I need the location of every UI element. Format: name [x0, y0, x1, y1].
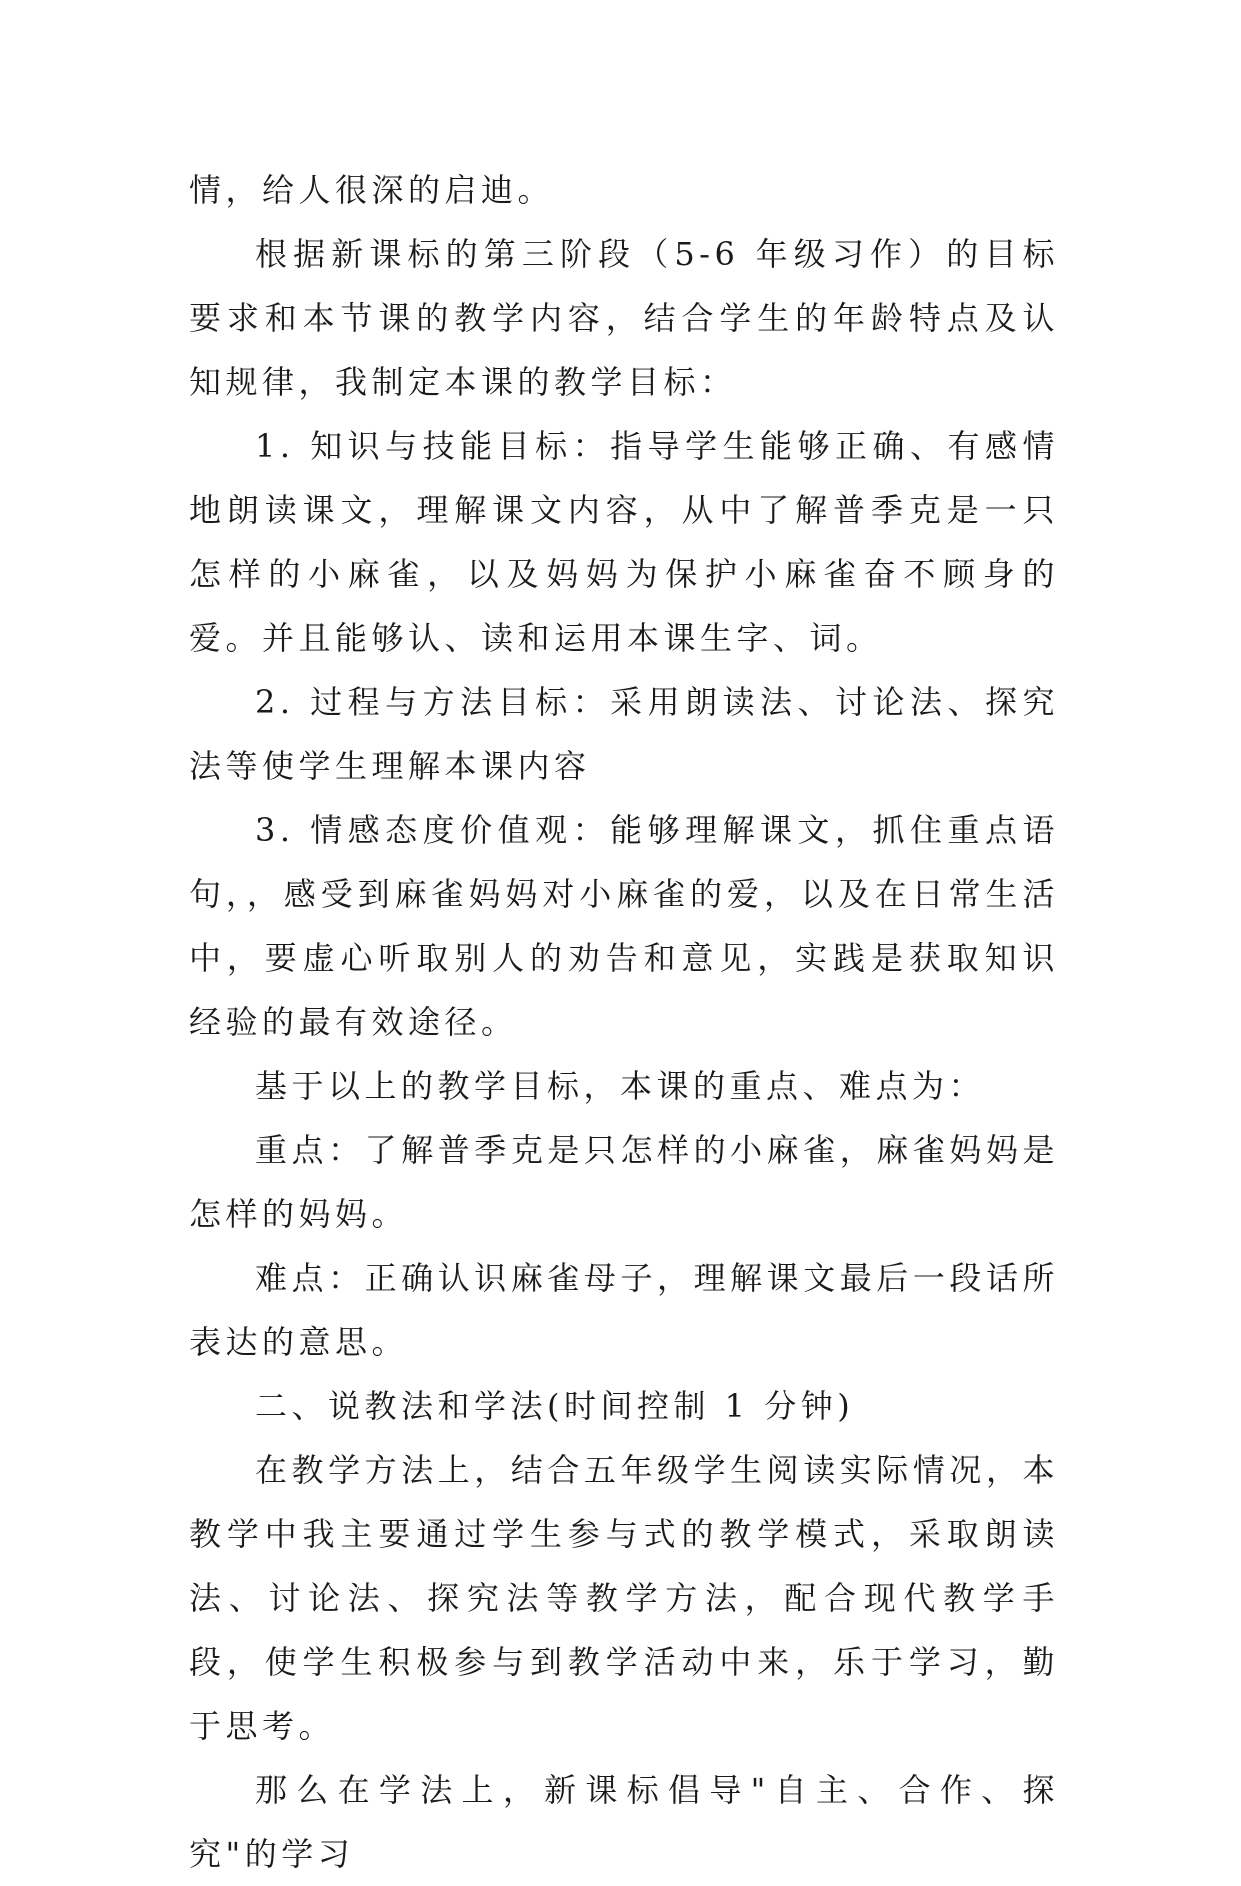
paragraph-teaching-methods: 在教学方法上，结合五年级学生阅读实际情况，本教学中我主要通过学生参与式的教学模式，采取朗读法、讨论法、探究法等教学方法，配合现代教学手段，使学生积极参与到教学活动中来，乐于学习，勤于思考。: [189, 1451, 1059, 1745]
document-body: [189, 158, 1059, 1886]
paragraph-objectives-intro: 根据新课标的第三阶段（5-6 年级习作）的目标要求和本节课的教学内容，结合学生的年龄特点及认知规律，我制定本课的教学目标：: [189, 235, 1059, 401]
paragraph-learning-methods: 那么在学法上，新课标倡导"自主、合作、探究"的学习: [189, 1771, 1059, 1873]
paragraph-objective-process: 2. 过程与方法目标：采用朗读法、讨论法、探究法等使学生理解本课内容: [189, 683, 1059, 785]
paragraph-difficult-point: 难点：正确认识麻雀母子，理解课文最后一段话所表达的意思。: [189, 1259, 1059, 1361]
paragraph-key-points-intro: 基于以上的教学目标，本课的重点、难点为：: [255, 1067, 986, 1105]
paragraph-objective-emotion: 3. 情感态度价值观：能够理解课文，抓住重点语句，，感受到麻雀妈妈对小麻雀的爱，以及在日常生活中，要虚心听取别人的劝告和意见，实践是获取知识经验的最有效途径。: [189, 811, 1059, 1041]
paragraph-continuation: 情，给人很深的启迪。: [189, 171, 555, 209]
paragraph-key-point: 重点：了解普季克是只怎样的小麻雀，麻雀妈妈是怎样的妈妈。: [189, 1131, 1059, 1233]
section-heading-methods: 二、说教法和学法(时间控制 1 分钟): [255, 1387, 855, 1425]
paragraph-objective-knowledge: 1. 知识与技能目标：指导学生能够正确、有感情地朗读课文，理解课文内容，从中了解普季克是一只怎样的小麻雀，以及妈妈为保护小麻雀奋不顾身的爱。并且能够认、读和运用本课生字、词。: [189, 427, 1059, 657]
